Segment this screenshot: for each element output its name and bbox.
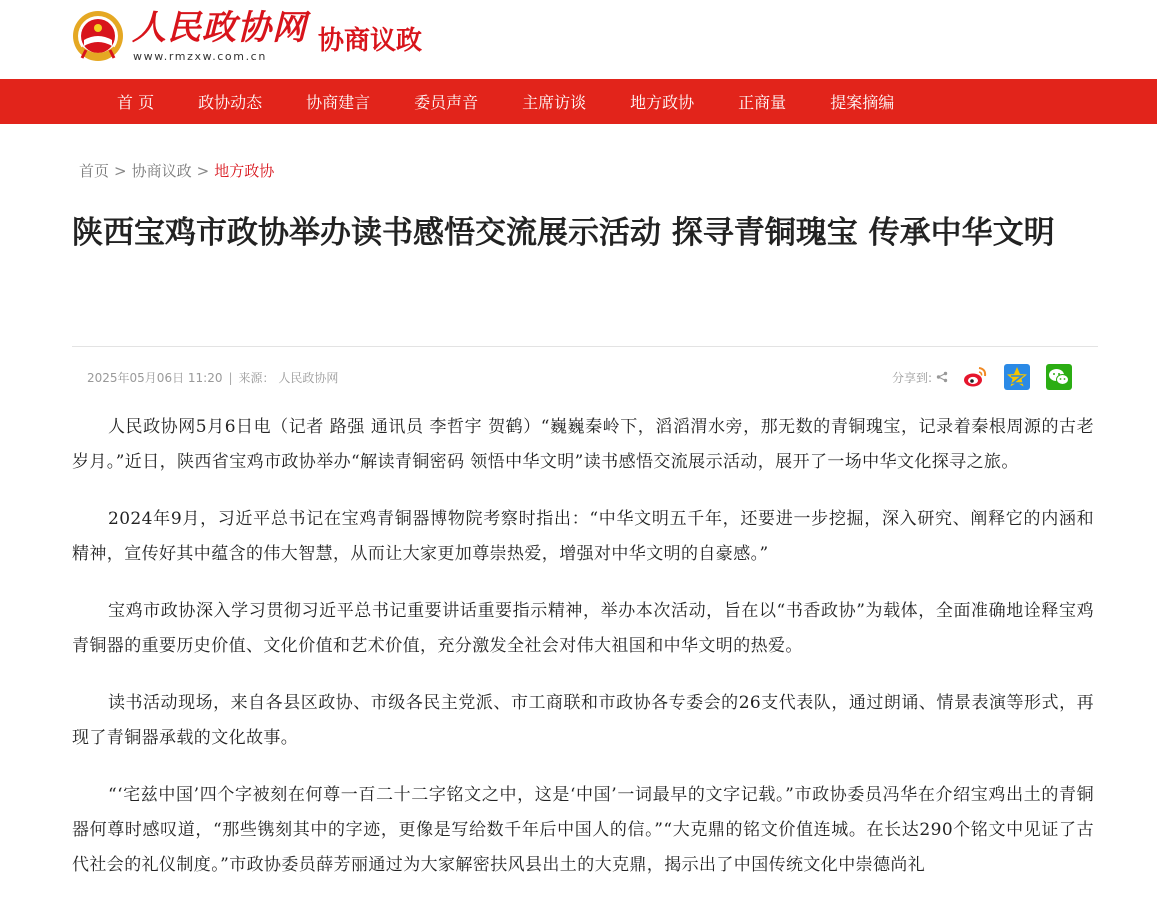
share-label: 分享到: <box>891 370 932 385</box>
nav-item-discussing[interactable]: 正商量 <box>738 93 787 112</box>
cppcc-emblem-icon[interactable] <box>72 10 124 62</box>
article-meta-bar <box>72 346 1098 406</box>
share-icon <box>936 371 948 383</box>
wechat-icon[interactable] <box>1046 364 1072 390</box>
nav-item-consultation[interactable]: 协商建言 <box>306 93 371 112</box>
breadcrumb-separator: > <box>196 162 210 180</box>
meta-divider: | <box>228 371 233 385</box>
breadcrumb-home[interactable]: 首页 <box>79 162 110 180</box>
site-url: www.rmzxw.com.cn <box>133 50 267 63</box>
article-body <box>72 410 1094 905</box>
breadcrumb-separator: > <box>114 162 127 180</box>
breadcrumb <box>79 160 274 181</box>
nav-item-proposals[interactable]: 提案摘编 <box>830 93 895 112</box>
article-title: 陕西宝鸡市政协举办读书感悟交流展示活动 探寻青铜瑰宝 传承中华文明 <box>72 215 1055 251</box>
weibo-icon[interactable] <box>962 364 988 390</box>
site-logo-text[interactable]: 人民政协网 <box>132 8 307 48</box>
nav-item-home[interactable]: 首 页 <box>117 93 155 112</box>
article-meta <box>87 369 338 386</box>
breadcrumb-section[interactable]: 协商议政 <box>131 162 192 180</box>
article-source: 来源： 人民政协网 <box>238 371 339 385</box>
nav-item-local[interactable]: 地方政协 <box>630 93 695 112</box>
share-bar <box>892 363 1072 391</box>
article-paragraph: 2024年9月，习近平总书记在宝鸡青铜器博物院考察时指出：“中华文明五千年，还要进一步挖掘，深入研究、阐释它的内涵和精神，宣传好其中蕴含的伟大智慧，从而让大家更加尊崇热爱，增强对中华文明的自豪感。” <box>72 509 1094 564</box>
article-paragraph: 读书活动现场，来自各县区政协、市级各民主党派、市工商联和市政协各专委会的26支代表队，通过朗诵、情景表演等形式，再现了青铜器承载的文化故事。 <box>72 693 1094 748</box>
site-header <box>0 0 1157 79</box>
publish-datetime: 2025年05月06日 11:20 <box>87 371 223 385</box>
qzone-icon[interactable] <box>1004 364 1030 390</box>
nav-item-member-voice[interactable]: 委员声音 <box>414 93 479 112</box>
article-paragraph: 人民政协网5月6日电（记者 路强 通讯员 李哲宇 贺鹤）“巍巍秦岭下，滔滔渭水旁，那无数的青铜瑰宝，记录着秦根周源的古老岁月。”近日，陕西省宝鸡市政协举办“解读青铜密码 领悟中华文明”读书感悟交流展示活动，展开了一场中华文化探寻之旅。 <box>72 417 1094 472</box>
nav-item-interviews[interactable]: 主席访谈 <box>522 93 587 112</box>
breadcrumb-current[interactable]: 地方政协 <box>214 162 275 180</box>
article-paragraph: 宝鸡市政协深入学习贯彻习近平总书记重要讲话重要指示精神，举办本次活动，旨在以“书香政协”为载体，全面准确地诠释宝鸡青铜器的重要历史价值、文化价值和艺术价值，充分激发全社会对伟大祖国和中华文明的热爱。 <box>72 601 1094 656</box>
nav-item-news[interactable]: 政协动态 <box>198 93 263 112</box>
main-nav <box>0 79 1157 124</box>
section-name[interactable]: 协商议政 <box>318 26 423 56</box>
article-paragraph: “‘宅兹中国’四个字被刻在何尊一百二十二字铭文之中，这是‘中国’一词最早的文字记载。”市政协委员冯华在介绍宝鸡出土的青铜器何尊时感叹道，“那些镌刻其中的字迹，更像是写给数千年后中国人的信。”“大克鼎的铭文价值连城。在长达290个铭文中见证了古代社会的礼仪制度。”市政协委员薛芳丽通过为大家解密扶风县出土的大克鼎，揭示出了中国传统文化中崇德尚礼 <box>72 785 1094 875</box>
